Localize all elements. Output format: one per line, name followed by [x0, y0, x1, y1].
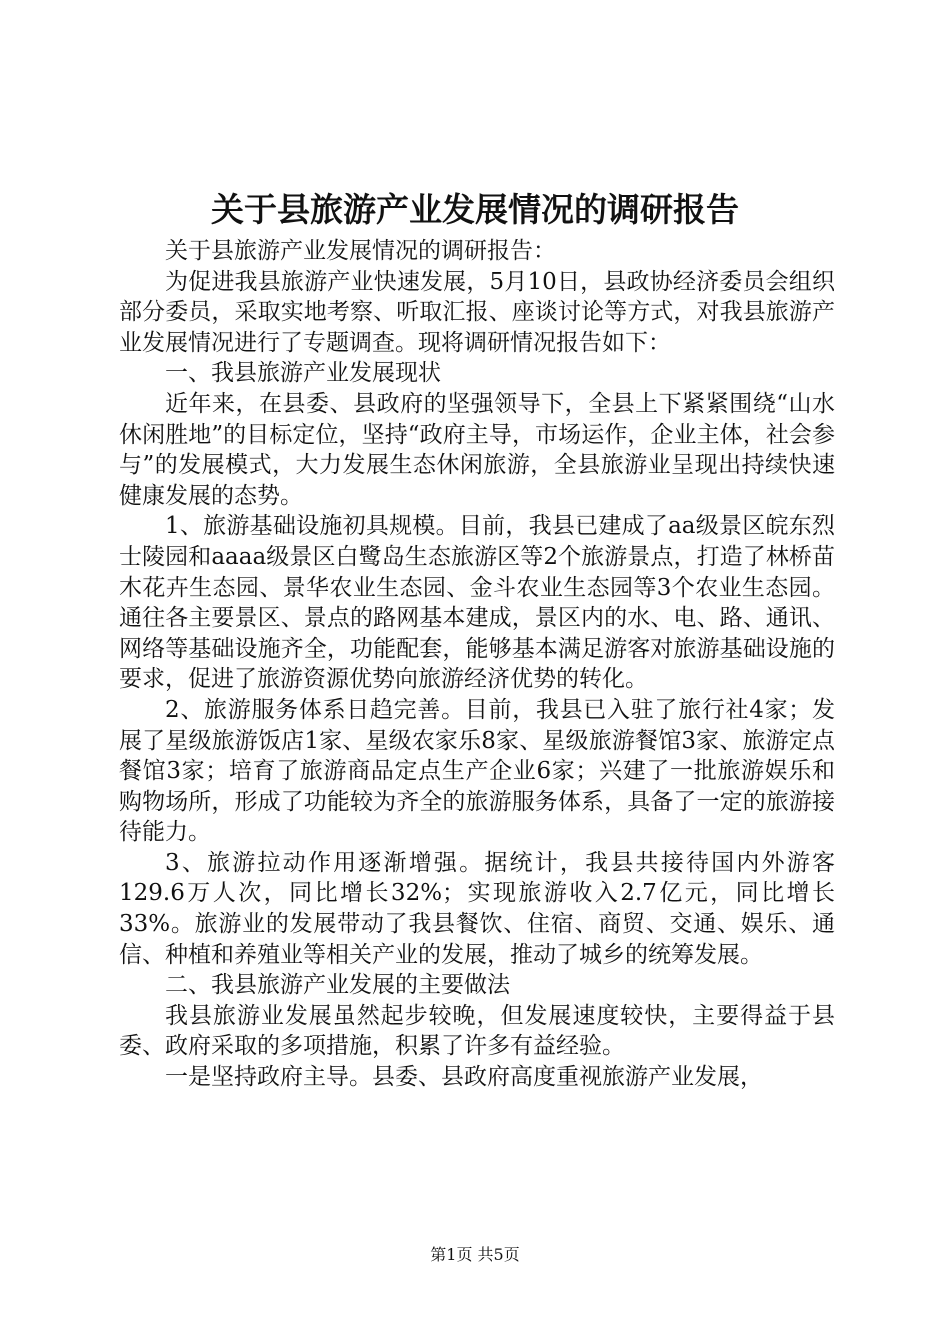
paragraph-driving-effect: 3、旅游拉动作用逐渐增强。据统计，我县共接待国内外游客129.6万人次，同比增长32%；实现旅游收入2.7亿元，同比增长33%。旅游业的发展带动了我县餐饮、住宿、商贸、交通、娱乐、通信、种植和养殖业等相关产业的发展，推动了城乡的统筹发展。 — [119, 849, 835, 968]
document-title: 关于县旅游产业发展情况的调研报告 — [211, 190, 739, 229]
paragraph-status-overview: 近年来，在县委、县政府的坚强领导下，全县上下紧紧围绕“山水休闲胜地”的目标定位，坚持“政府主导，市场运作，企业主体，社会参与”的发展模式，大力发展生态休闲旅游，全县旅游业呈现出持续快速健康发展的态势。 — [119, 390, 835, 509]
page-number-footer: 第1页 共5页 — [430, 1245, 520, 1264]
paragraph-service-system: 2、旅游服务体系日趋完善。目前，我县已入驻了旅行社4家；发展了星级旅游饭店1家、星级农家乐8家、星级旅游餐馆3家、旅游定点餐馆3家；培育了旅游商品定点生产企业6家；兴建了一批旅游娱乐和购物场所，形成了功能较为齐全的旅游服务体系，具备了一定的旅游接待能力。 — [119, 696, 835, 846]
paragraph-intro-heading: 关于县旅游产业发展情况的调研报告： — [165, 238, 556, 264]
paragraph-intro: 为促进我县旅游产业快速发展，5月10日，县政协经济委员会组织部分委员，采取实地考察、听取汇报、座谈讨论等方式，对我县旅游产业发展情况进行了专题调查。现将调研情况报告如下： — [119, 268, 835, 356]
paragraph-infrastructure: 1、旅游基础设施初具规模。目前，我县已建成了aa级景区皖东烈士陵园和aaaa级景区白鹭岛生态旅游区等2个旅游景点，打造了林桥苗木花卉生态园、景华农业生态园、金斗农业生态园等3个农业生态园。通往各主要景区、景点的路网基本建成，景区内的水、电、路、通讯、网络等基础设施齐全，功能配套，能够基本满足游客对旅游基础设施的要求，促进了旅游资源优势向旅游经济优势的转化。 — [119, 513, 835, 693]
section-heading-status: 一、我县旅游产业发展现状 — [165, 360, 441, 387]
paragraph-practices-overview: 我县旅游业发展虽然起步较晚，但发展速度较快，主要得益于县委、政府采取的多项措施，积累了许多有益经验。 — [119, 1002, 835, 1060]
document-body — [119, 236, 835, 1093]
section-heading-practices: 二、我县旅游产业发展的主要做法 — [165, 972, 510, 999]
paragraph-government-led: 一是坚持政府主导。县委、县政府高度重视旅游产业发展， — [165, 1064, 763, 1091]
